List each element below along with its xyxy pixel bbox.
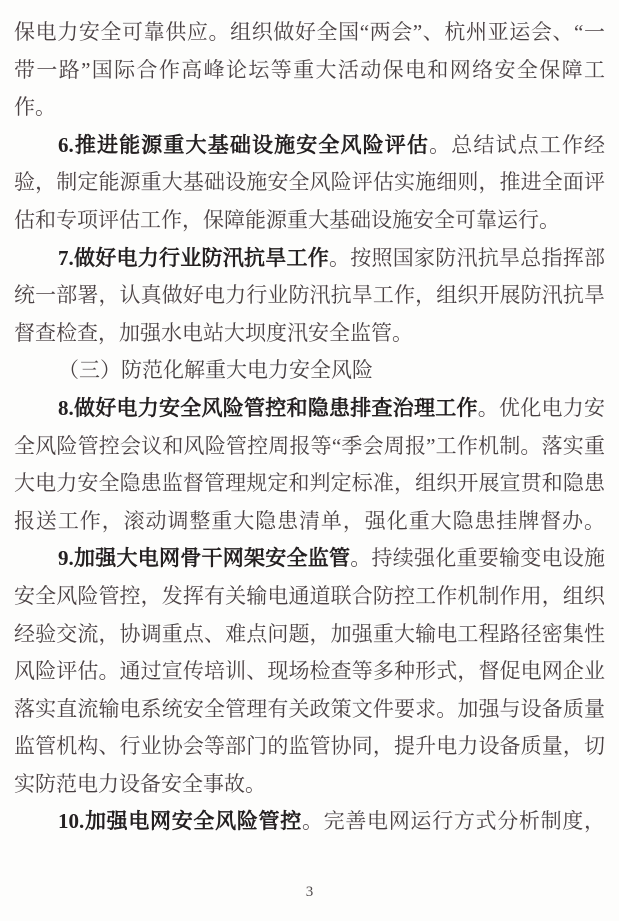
bold-text-segment: 8.做好电力安全风险管控和隐患排查治理工作 <box>58 395 478 420</box>
text-line <box>14 202 605 240</box>
text-line <box>14 503 605 541</box>
text-segment: 全风险管控会议和风险管控周报等“季会周报”工作机制。落实重 <box>14 433 605 458</box>
text-line <box>14 89 605 127</box>
text-line <box>14 315 605 353</box>
text-line <box>14 390 605 428</box>
text-line <box>14 766 605 804</box>
bold-text-segment: 9.加强大电网骨干网架安全监管 <box>58 546 351 571</box>
text-segment: （三）防范化解重大电力安全风险 <box>58 358 373 383</box>
text-line <box>14 803 605 841</box>
text-segment: 。优化电力安 <box>477 395 605 420</box>
text-segment: 。持续强化重要输变电设施 <box>350 546 605 571</box>
text-segment: 落实直流输电系统安全管理有关政策文件要求。加强与设备质量 <box>14 696 605 721</box>
document-body <box>14 14 605 841</box>
text-segment: 安全风险管控，发挥有关输电通道联合防控工作机制作用，组织 <box>14 583 605 608</box>
text-segment: 大电力安全隐患监督管理规定和判定标准，组织开展宣贯和隐患 <box>14 471 605 496</box>
text-segment: 风险评估。通过宣传培训、现场检查等多种形式，督促电网企业 <box>14 659 605 684</box>
text-line <box>14 240 605 278</box>
text-segment: 。完善电网运行方式分析制度， <box>301 809 606 834</box>
text-line <box>14 14 605 52</box>
text-segment: 估和专项评估工作，保障能源重大基础设施安全可靠运行。 <box>14 207 560 232</box>
bold-text-segment: 10.加强电网安全风险管控 <box>58 809 302 834</box>
text-line <box>14 728 605 766</box>
text-segment: 报送工作，滚动调整重大隐患清单，强化重大隐患挂牌督办。 <box>14 508 605 533</box>
text-segment: 作。 <box>14 95 56 120</box>
text-segment: 督查检查，加强水电站大坝度汛安全监管。 <box>14 320 413 345</box>
text-segment: 验，制定能源重大基础设施安全风险评估实施细则，推进全面评 <box>14 170 605 195</box>
text-line <box>14 52 605 90</box>
text-line <box>14 465 605 503</box>
text-line <box>14 540 605 578</box>
page-number: 3 <box>305 884 314 900</box>
text-line <box>14 578 605 616</box>
text-segment: 实防范电力设备安全事故。 <box>14 771 266 796</box>
text-segment: 保电力安全可靠供应。组织做好全国“两会”、杭州亚运会、“一 <box>14 20 605 44</box>
text-line <box>14 127 605 165</box>
text-line <box>14 277 605 315</box>
bold-text-segment: 6.推进能源重大基础设施安全风险评估 <box>58 132 430 157</box>
section-heading-line <box>14 352 605 390</box>
text-segment: 带一路”国际合作高峰论坛等重大活动保电和网络安全保障工 <box>14 57 605 82</box>
text-segment: 监管机构、行业协会等部门的监管协同，提升电力设备质量，切 <box>14 734 605 759</box>
text-segment: 经验交流，协调重点、难点问题，加强重大输电工程路径密集性 <box>14 621 605 646</box>
text-segment: 统一部署，认真做好电力行业防汛抗旱工作，组织开展防汛抗旱 <box>14 283 605 308</box>
text-line <box>14 616 605 654</box>
text-line <box>14 653 605 691</box>
text-segment: 。总结试点工作经 <box>429 132 606 157</box>
text-line <box>14 428 605 466</box>
text-segment: 。按照国家防汛抗旱总指挥部 <box>329 245 605 270</box>
bold-text-segment: 7.做好电力行业防汛抗旱工作 <box>58 245 329 270</box>
text-line <box>14 164 605 202</box>
text-line <box>14 691 605 729</box>
